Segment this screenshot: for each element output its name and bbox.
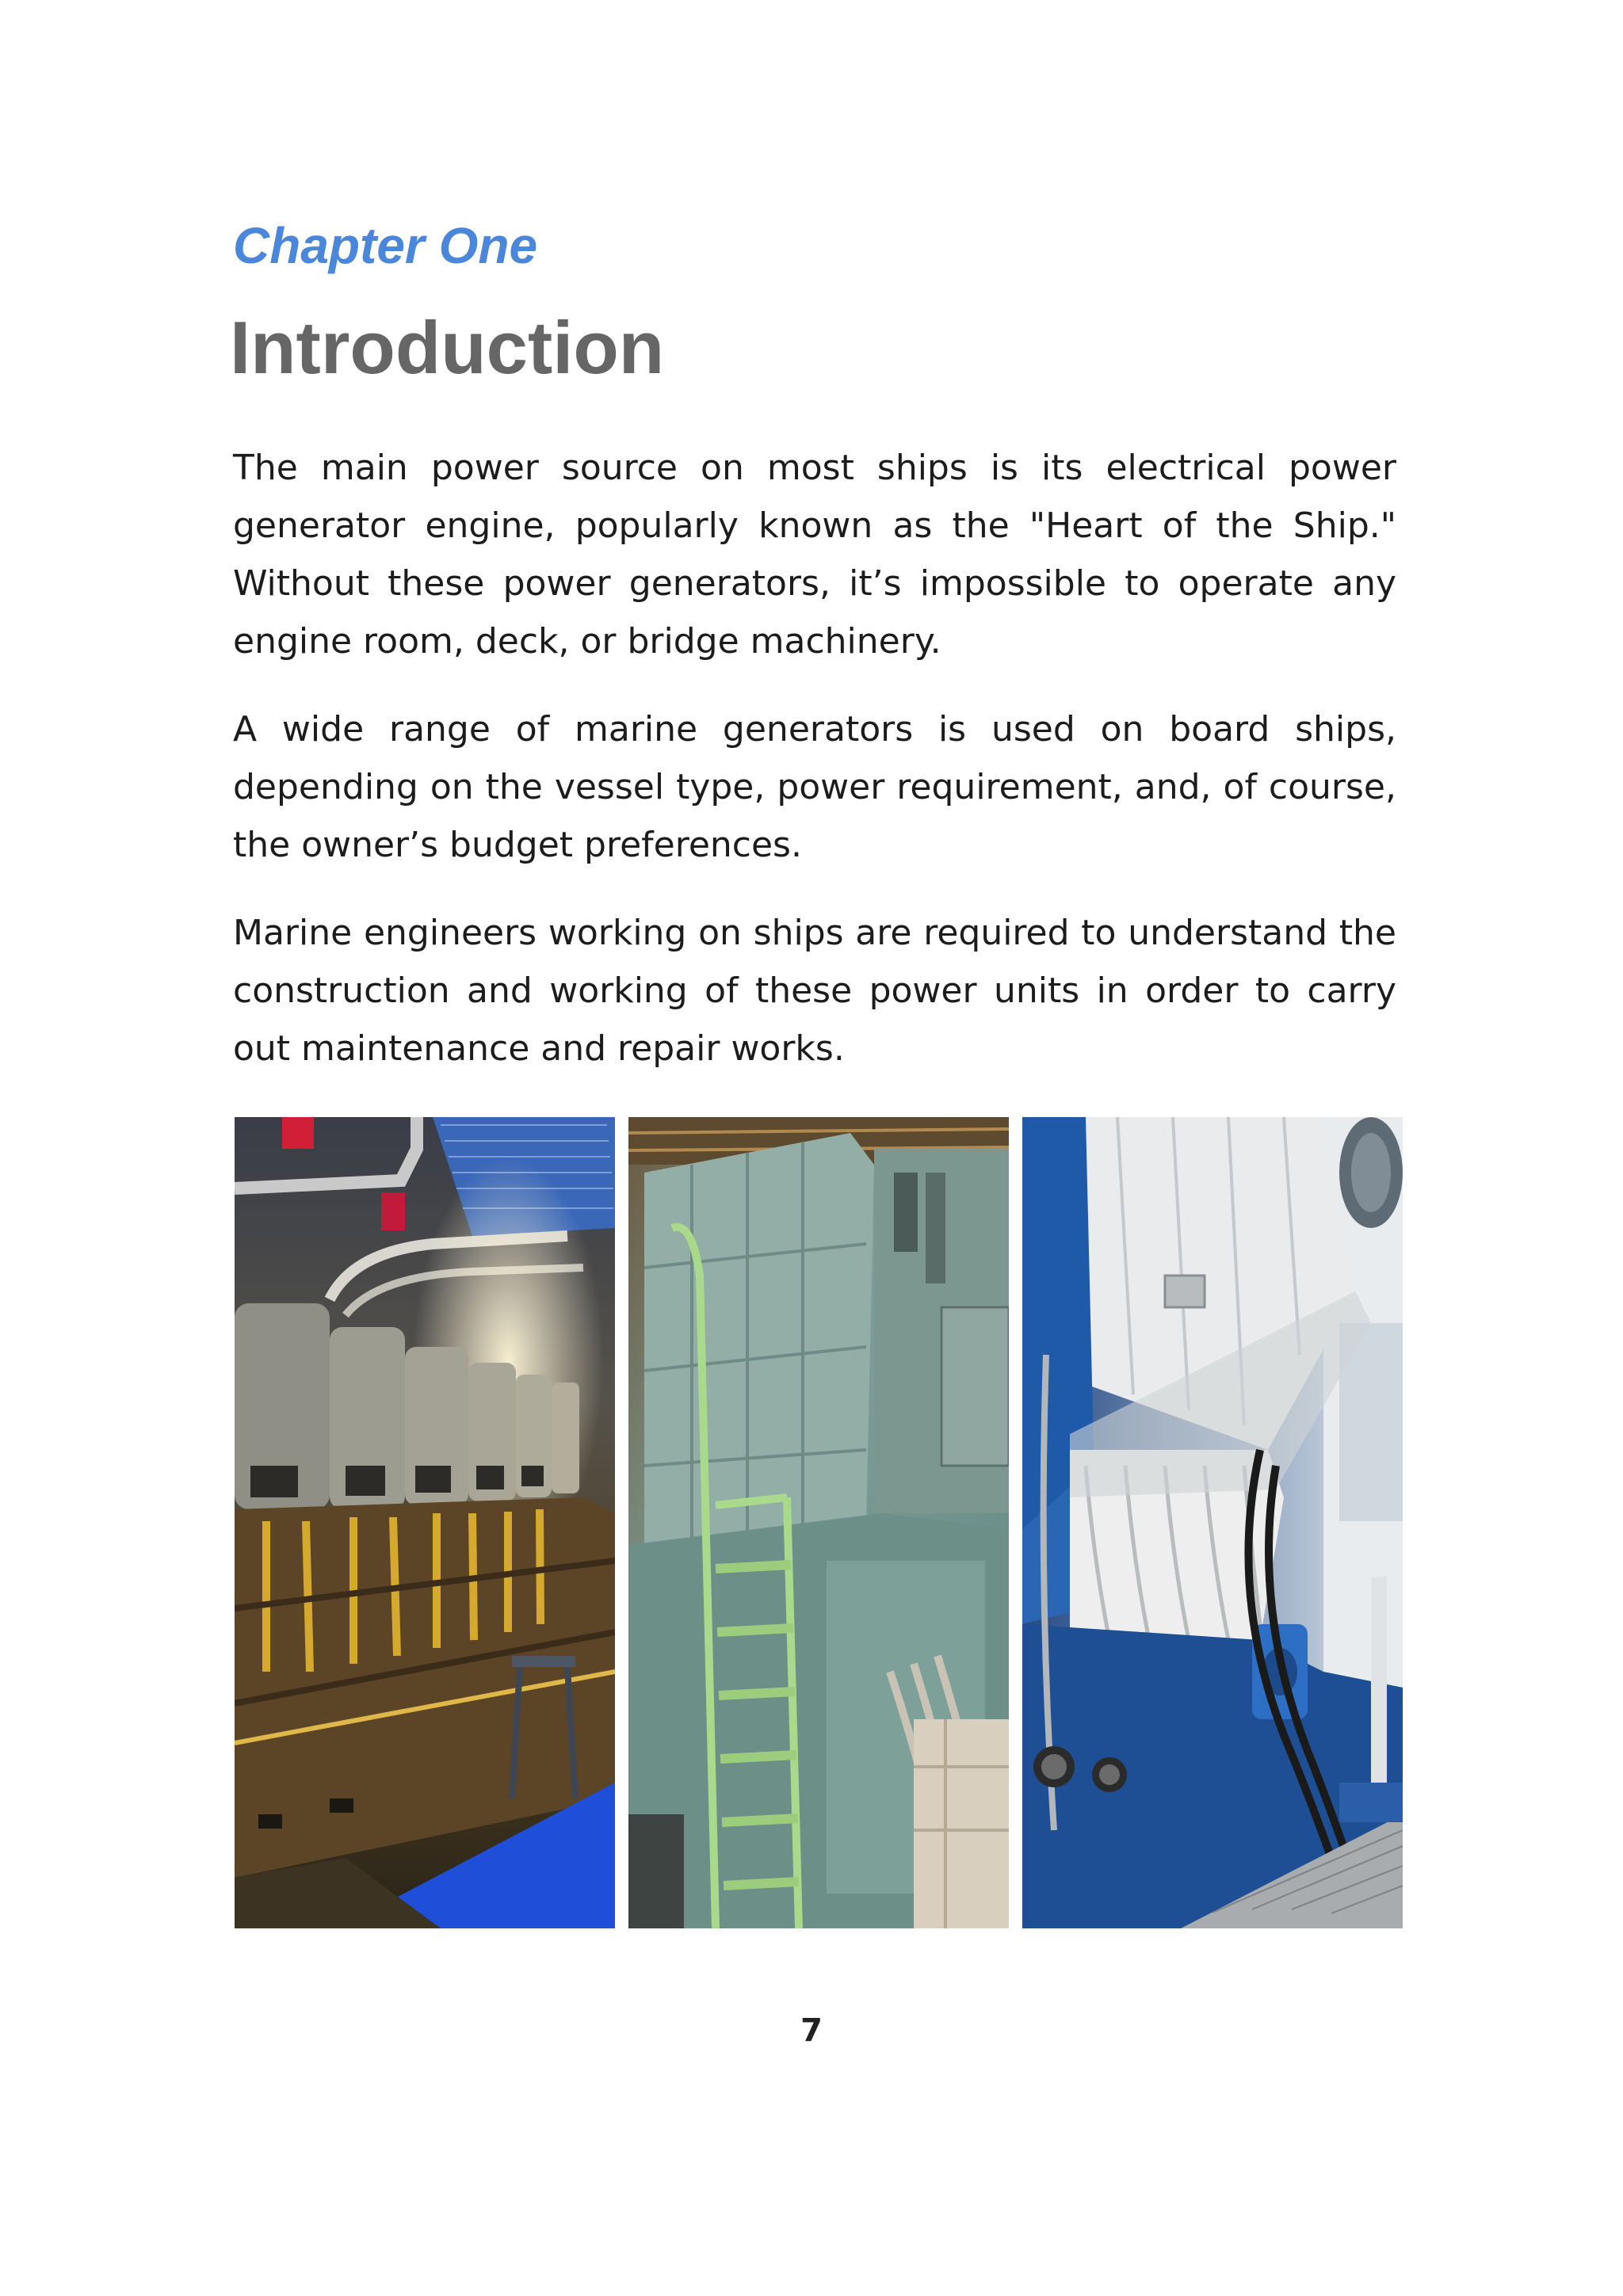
photo-green-generator: [628, 1117, 1009, 1928]
paragraph-2: A wide range of marine generators is used on board ships, depending on the vessel type, power requirement, and, of course, the owner’s budget preferences.: [233, 709, 1396, 865]
photo-gallery: [235, 1117, 1403, 1928]
paragraph-1: The main power source on most ships is its electrical power generator engine, popularly known as the "Heart of the Ship." Without these power generators, it’s impossible to operate any engine room, deck, or bridge machinery.: [233, 448, 1396, 662]
photo-engine-room-cylinders: [235, 1117, 615, 1928]
chapter-label: Chapter One: [233, 217, 538, 274]
photo-blue-generator: [1022, 1117, 1403, 1928]
paragraph-3: Marine engineers working on ships are required to understand the construction and working of these power units in order to carry out maintenance and repair works.: [233, 913, 1396, 1069]
page-number: 7: [800, 2012, 823, 2049]
page-title: Introduction: [230, 306, 665, 389]
body-text: [233, 439, 1396, 1108]
